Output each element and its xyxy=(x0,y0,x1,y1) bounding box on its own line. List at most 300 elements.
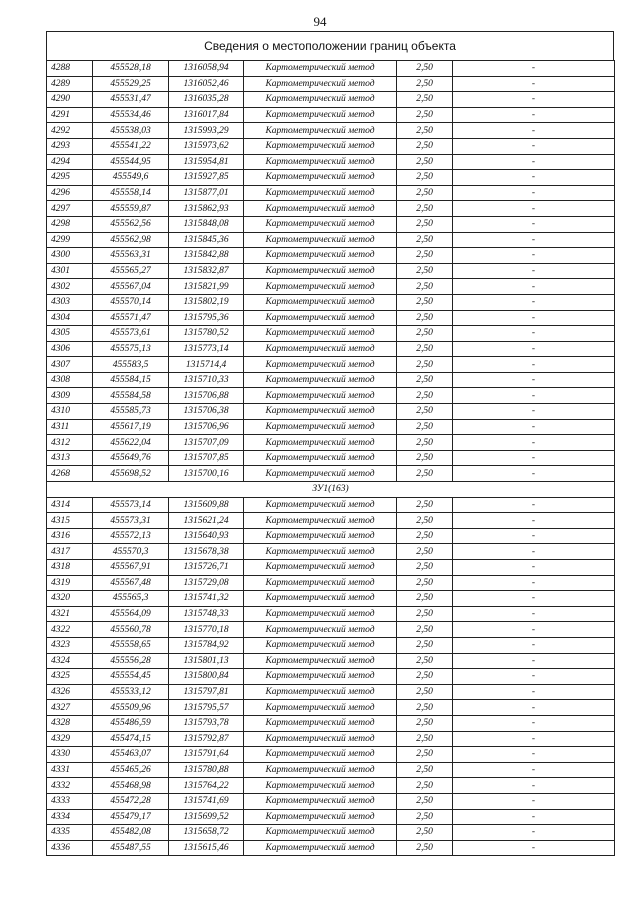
method-cell: Картометрический метод xyxy=(244,138,397,154)
method-cell: Картометрический метод xyxy=(244,528,397,544)
method-cell: Картометрический метод xyxy=(244,793,397,809)
point-number: 4300 xyxy=(47,248,93,264)
table-row xyxy=(47,560,615,576)
coordinate-y: 1315784,92 xyxy=(169,637,244,653)
coordinate-y: 1315707,85 xyxy=(169,450,244,466)
method-cell: Картометрический метод xyxy=(244,341,397,357)
point-number: 4333 xyxy=(47,793,93,809)
coordinate-y: 1316058,94 xyxy=(169,61,244,77)
coordinate-x: 455583,5 xyxy=(93,357,169,373)
description-cell: - xyxy=(453,61,615,77)
point-number: 4312 xyxy=(47,435,93,451)
coordinate-y: 1315801,13 xyxy=(169,653,244,669)
method-cell: Картометрический метод xyxy=(244,123,397,139)
point-number: 4317 xyxy=(47,544,93,560)
accuracy-cell: 2,50 xyxy=(397,762,453,778)
accuracy-cell: 2,50 xyxy=(397,279,453,295)
method-cell: Картометрический метод xyxy=(244,279,397,295)
point-number: 4297 xyxy=(47,201,93,217)
method-cell: Картометрический метод xyxy=(244,809,397,825)
coordinate-x: 455567,48 xyxy=(93,575,169,591)
description-cell: - xyxy=(453,419,615,435)
description-cell: - xyxy=(453,715,615,731)
coordinate-y: 1315621,24 xyxy=(169,513,244,529)
description-cell: - xyxy=(453,793,615,809)
point-number: 4291 xyxy=(47,107,93,123)
point-number: 4302 xyxy=(47,279,93,295)
method-cell: Картометрический метод xyxy=(244,263,397,279)
description-cell: - xyxy=(453,263,615,279)
table-row xyxy=(47,809,615,825)
table-row xyxy=(47,341,615,357)
accuracy-cell: 2,50 xyxy=(397,263,453,279)
point-number: 4319 xyxy=(47,575,93,591)
coordinate-y: 1316052,46 xyxy=(169,76,244,92)
coordinate-y: 1315764,22 xyxy=(169,778,244,794)
table-row xyxy=(47,294,615,310)
accuracy-cell: 2,50 xyxy=(397,560,453,576)
table-row xyxy=(47,310,615,326)
point-number: 4324 xyxy=(47,653,93,669)
table-row xyxy=(47,107,615,123)
accuracy-cell: 2,50 xyxy=(397,107,453,123)
accuracy-cell: 2,50 xyxy=(397,606,453,622)
coordinate-y: 1315848,08 xyxy=(169,216,244,232)
method-cell: Картометрический метод xyxy=(244,825,397,841)
coordinate-x: 455528,18 xyxy=(93,61,169,77)
coordinate-y: 1315707,09 xyxy=(169,435,244,451)
table-row xyxy=(47,61,615,77)
description-cell: - xyxy=(453,747,615,763)
description-cell: - xyxy=(453,138,615,154)
accuracy-cell: 2,50 xyxy=(397,793,453,809)
description-cell: - xyxy=(453,606,615,622)
table-row xyxy=(47,778,615,794)
coordinate-y: 1315770,18 xyxy=(169,622,244,638)
method-cell: Картометрический метод xyxy=(244,388,397,404)
coordinate-x: 455564,09 xyxy=(93,606,169,622)
coordinate-x: 455560,78 xyxy=(93,622,169,638)
accuracy-cell: 2,50 xyxy=(397,232,453,248)
accuracy-cell: 2,50 xyxy=(397,466,453,482)
coordinate-y: 1315793,78 xyxy=(169,715,244,731)
table-row xyxy=(47,92,615,108)
coordinate-x: 455585,73 xyxy=(93,404,169,420)
coordinate-y: 1315741,32 xyxy=(169,591,244,607)
point-number: 4309 xyxy=(47,388,93,404)
table-row xyxy=(47,357,615,373)
description-cell: - xyxy=(453,809,615,825)
coordinate-x: 455468,98 xyxy=(93,778,169,794)
table-row xyxy=(47,513,615,529)
coordinate-x: 455559,87 xyxy=(93,201,169,217)
description-cell: - xyxy=(453,123,615,139)
point-number: 4290 xyxy=(47,92,93,108)
description-cell: - xyxy=(453,637,615,653)
description-cell: - xyxy=(453,357,615,373)
table-row xyxy=(47,684,615,700)
coordinate-y: 1315780,52 xyxy=(169,326,244,342)
accuracy-cell: 2,50 xyxy=(397,778,453,794)
method-cell: Картометрический метод xyxy=(244,357,397,373)
accuracy-cell: 2,50 xyxy=(397,591,453,607)
method-cell: Картометрический метод xyxy=(244,185,397,201)
accuracy-cell: 2,50 xyxy=(397,326,453,342)
accuracy-cell: 2,50 xyxy=(397,138,453,154)
coordinate-x: 455570,3 xyxy=(93,544,169,560)
coordinate-x: 455698,52 xyxy=(93,466,169,482)
point-number: 4336 xyxy=(47,840,93,856)
method-cell: Картометрический метод xyxy=(244,310,397,326)
coordinate-x: 455556,28 xyxy=(93,653,169,669)
description-cell: - xyxy=(453,544,615,560)
table-row xyxy=(47,450,615,466)
method-cell: Картометрический метод xyxy=(244,544,397,560)
point-number: 4316 xyxy=(47,528,93,544)
point-number: 4327 xyxy=(47,700,93,716)
coordinate-y: 1315640,93 xyxy=(169,528,244,544)
accuracy-cell: 2,50 xyxy=(397,185,453,201)
description-cell: - xyxy=(453,450,615,466)
table-row xyxy=(47,747,615,763)
coordinate-x: 455534,46 xyxy=(93,107,169,123)
description-cell: - xyxy=(453,684,615,700)
table-row xyxy=(47,404,615,420)
accuracy-cell: 2,50 xyxy=(397,154,453,170)
point-number: 4294 xyxy=(47,154,93,170)
coordinate-y: 1315658,72 xyxy=(169,825,244,841)
accuracy-cell: 2,50 xyxy=(397,840,453,856)
method-cell: Картометрический метод xyxy=(244,622,397,638)
description-cell: - xyxy=(453,528,615,544)
coordinate-x: 455573,14 xyxy=(93,497,169,513)
accuracy-cell: 2,50 xyxy=(397,544,453,560)
accuracy-cell: 2,50 xyxy=(397,216,453,232)
description-cell: - xyxy=(453,232,615,248)
coordinate-x: 455531,47 xyxy=(93,92,169,108)
coordinate-y: 1315877,01 xyxy=(169,185,244,201)
method-cell: Картометрический метод xyxy=(244,404,397,420)
coordinate-x: 455622,04 xyxy=(93,435,169,451)
method-cell: Картометрический метод xyxy=(244,232,397,248)
coordinate-x: 455554,45 xyxy=(93,669,169,685)
table-row xyxy=(47,715,615,731)
coordinate-y: 1315615,46 xyxy=(169,840,244,856)
description-cell: - xyxy=(453,762,615,778)
point-number: 4330 xyxy=(47,747,93,763)
coordinate-y: 1315791,64 xyxy=(169,747,244,763)
accuracy-cell: 2,50 xyxy=(397,715,453,731)
coordinate-y: 1315795,57 xyxy=(169,700,244,716)
description-cell: - xyxy=(453,294,615,310)
coordinate-x: 455584,58 xyxy=(93,388,169,404)
coordinate-y: 1315832,87 xyxy=(169,263,244,279)
method-cell: Картометрический метод xyxy=(244,466,397,482)
description-cell: - xyxy=(453,185,615,201)
point-number: 4322 xyxy=(47,622,93,638)
point-number: 4329 xyxy=(47,731,93,747)
coordinate-x: 455565,3 xyxy=(93,591,169,607)
table-row xyxy=(47,528,615,544)
coordinate-y: 1315678,38 xyxy=(169,544,244,560)
boundary-sheet xyxy=(46,31,614,856)
coordinate-y: 1315729,08 xyxy=(169,575,244,591)
coordinate-x: 455573,31 xyxy=(93,513,169,529)
description-cell: - xyxy=(453,326,615,342)
description-cell: - xyxy=(453,497,615,513)
point-number: 4321 xyxy=(47,606,93,622)
table-row xyxy=(47,825,615,841)
description-cell: - xyxy=(453,840,615,856)
accuracy-cell: 2,50 xyxy=(397,513,453,529)
coordinate-x: 455571,47 xyxy=(93,310,169,326)
table-row xyxy=(47,419,615,435)
table-row xyxy=(47,326,615,342)
table-row xyxy=(47,466,615,482)
table-row xyxy=(47,544,615,560)
section-label: ЗУ1(163) xyxy=(47,482,615,498)
coordinate-x: 455558,65 xyxy=(93,637,169,653)
point-number: 4306 xyxy=(47,341,93,357)
point-number: 4313 xyxy=(47,450,93,466)
coordinate-y: 1315797,81 xyxy=(169,684,244,700)
method-cell: Картометрический метод xyxy=(244,154,397,170)
description-cell: - xyxy=(453,622,615,638)
accuracy-cell: 2,50 xyxy=(397,341,453,357)
coordinate-x: 455541,22 xyxy=(93,138,169,154)
point-number: 4315 xyxy=(47,513,93,529)
coordinate-x: 455575,13 xyxy=(93,341,169,357)
accuracy-cell: 2,50 xyxy=(397,653,453,669)
method-cell: Картометрический метод xyxy=(244,294,397,310)
method-cell: Картометрический метод xyxy=(244,326,397,342)
coordinate-x: 455533,12 xyxy=(93,684,169,700)
table-row xyxy=(47,700,615,716)
coordinate-y: 1315748,33 xyxy=(169,606,244,622)
accuracy-cell: 2,50 xyxy=(397,76,453,92)
method-cell: Картометрический метод xyxy=(244,747,397,763)
coordinate-x: 455567,04 xyxy=(93,279,169,295)
description-cell: - xyxy=(453,341,615,357)
description-cell: - xyxy=(453,513,615,529)
description-cell: - xyxy=(453,170,615,186)
coordinate-x: 455584,15 xyxy=(93,372,169,388)
coordinates-body xyxy=(47,61,615,856)
table-row xyxy=(47,76,615,92)
point-number: 4292 xyxy=(47,123,93,139)
accuracy-cell: 2,50 xyxy=(397,170,453,186)
coordinate-y: 1315792,87 xyxy=(169,731,244,747)
coordinate-y: 1316017,84 xyxy=(169,107,244,123)
coordinate-x: 455649,76 xyxy=(93,450,169,466)
coordinate-x: 455486,59 xyxy=(93,715,169,731)
method-cell: Картометрический метод xyxy=(244,684,397,700)
description-cell: - xyxy=(453,201,615,217)
accuracy-cell: 2,50 xyxy=(397,92,453,108)
point-number: 4298 xyxy=(47,216,93,232)
method-cell: Картометрический метод xyxy=(244,170,397,186)
point-number: 4268 xyxy=(47,466,93,482)
table-row xyxy=(47,263,615,279)
description-cell: - xyxy=(453,825,615,841)
accuracy-cell: 2,50 xyxy=(397,684,453,700)
description-cell: - xyxy=(453,575,615,591)
method-cell: Картометрический метод xyxy=(244,591,397,607)
point-number: 4328 xyxy=(47,715,93,731)
point-number: 4310 xyxy=(47,404,93,420)
coordinate-y: 1315795,36 xyxy=(169,310,244,326)
description-cell: - xyxy=(453,107,615,123)
accuracy-cell: 2,50 xyxy=(397,809,453,825)
table-row xyxy=(47,653,615,669)
description-cell: - xyxy=(453,279,615,295)
point-number: 4323 xyxy=(47,637,93,653)
coordinate-y: 1315773,14 xyxy=(169,341,244,357)
accuracy-cell: 2,50 xyxy=(397,669,453,685)
coordinate-y: 1315699,52 xyxy=(169,809,244,825)
coordinate-x: 455549,6 xyxy=(93,170,169,186)
point-number: 4288 xyxy=(47,61,93,77)
method-cell: Картометрический метод xyxy=(244,715,397,731)
table-row xyxy=(47,731,615,747)
description-cell: - xyxy=(453,248,615,264)
description-cell: - xyxy=(453,778,615,794)
table-row xyxy=(47,279,615,295)
table-row xyxy=(47,170,615,186)
page-number: 94 xyxy=(313,14,327,29)
description-cell: - xyxy=(453,388,615,404)
point-number: 4314 xyxy=(47,497,93,513)
table-row xyxy=(47,138,615,154)
method-cell: Картометрический метод xyxy=(244,669,397,685)
coordinates-table xyxy=(46,60,615,856)
coordinate-y: 1315741,69 xyxy=(169,793,244,809)
description-cell: - xyxy=(453,76,615,92)
table-row xyxy=(47,154,615,170)
accuracy-cell: 2,50 xyxy=(397,575,453,591)
coordinate-y: 1315802,19 xyxy=(169,294,244,310)
method-cell: Картометрический метод xyxy=(244,513,397,529)
table-row xyxy=(47,637,615,653)
method-cell: Картометрический метод xyxy=(244,762,397,778)
accuracy-cell: 2,50 xyxy=(397,310,453,326)
accuracy-cell: 2,50 xyxy=(397,201,453,217)
table-row xyxy=(47,123,615,139)
method-cell: Картометрический метод xyxy=(244,575,397,591)
table-row xyxy=(47,606,615,622)
coordinate-y: 1315842,88 xyxy=(169,248,244,264)
point-number: 4305 xyxy=(47,326,93,342)
coordinate-x: 455472,28 xyxy=(93,793,169,809)
method-cell: Картометрический метод xyxy=(244,497,397,513)
method-cell: Картометрический метод xyxy=(244,92,397,108)
coordinate-x: 455465,26 xyxy=(93,762,169,778)
point-number: 4318 xyxy=(47,560,93,576)
coordinate-y: 1315706,88 xyxy=(169,388,244,404)
method-cell: Картометрический метод xyxy=(244,778,397,794)
coordinate-x: 455558,14 xyxy=(93,185,169,201)
accuracy-cell: 2,50 xyxy=(397,435,453,451)
coordinate-y: 1315726,71 xyxy=(169,560,244,576)
table-row xyxy=(47,201,615,217)
point-number: 4325 xyxy=(47,669,93,685)
coordinate-y: 1315821,99 xyxy=(169,279,244,295)
accuracy-cell: 2,50 xyxy=(397,700,453,716)
coordinate-x: 455479,17 xyxy=(93,809,169,825)
description-cell: - xyxy=(453,216,615,232)
method-cell: Картометрический метод xyxy=(244,637,397,653)
description-cell: - xyxy=(453,560,615,576)
coordinate-y: 1315700,16 xyxy=(169,466,244,482)
method-cell: Картометрический метод xyxy=(244,216,397,232)
table-row xyxy=(47,669,615,685)
coordinate-x: 455570,14 xyxy=(93,294,169,310)
coordinate-y: 1315973,62 xyxy=(169,138,244,154)
accuracy-cell: 2,50 xyxy=(397,497,453,513)
method-cell: Картометрический метод xyxy=(244,700,397,716)
accuracy-cell: 2,50 xyxy=(397,294,453,310)
description-cell: - xyxy=(453,404,615,420)
coordinate-x: 455487,55 xyxy=(93,840,169,856)
coordinate-y: 1315845,36 xyxy=(169,232,244,248)
method-cell: Картометрический метод xyxy=(244,435,397,451)
method-cell: Картометрический метод xyxy=(244,840,397,856)
description-cell: - xyxy=(453,92,615,108)
point-number: 4299 xyxy=(47,232,93,248)
coordinate-x: 455572,13 xyxy=(93,528,169,544)
table-row xyxy=(47,793,615,809)
accuracy-cell: 2,50 xyxy=(397,372,453,388)
coordinate-x: 455562,98 xyxy=(93,232,169,248)
point-number: 4296 xyxy=(47,185,93,201)
table-row xyxy=(47,216,615,232)
table-row xyxy=(47,435,615,451)
coordinate-x: 455529,25 xyxy=(93,76,169,92)
table-row xyxy=(47,762,615,778)
coordinate-x: 455567,91 xyxy=(93,560,169,576)
method-cell: Картометрический метод xyxy=(244,372,397,388)
accuracy-cell: 2,50 xyxy=(397,419,453,435)
method-cell: Картометрический метод xyxy=(244,560,397,576)
accuracy-cell: 2,50 xyxy=(397,357,453,373)
coordinate-x: 455463,07 xyxy=(93,747,169,763)
description-cell: - xyxy=(453,154,615,170)
accuracy-cell: 2,50 xyxy=(397,731,453,747)
coordinate-x: 455617,19 xyxy=(93,419,169,435)
point-number: 4320 xyxy=(47,591,93,607)
table-row xyxy=(47,840,615,856)
table-row xyxy=(47,248,615,264)
point-number: 4307 xyxy=(47,357,93,373)
point-number: 4331 xyxy=(47,762,93,778)
point-number: 4289 xyxy=(47,76,93,92)
method-cell: Картометрический метод xyxy=(244,450,397,466)
coordinate-y: 1315706,38 xyxy=(169,404,244,420)
table-caption: Сведения о местоположении границ объекта xyxy=(46,31,614,60)
accuracy-cell: 2,50 xyxy=(397,622,453,638)
table-row xyxy=(47,575,615,591)
method-cell: Картометрический метод xyxy=(244,653,397,669)
point-number: 4335 xyxy=(47,825,93,841)
description-cell: - xyxy=(453,731,615,747)
description-cell: - xyxy=(453,591,615,607)
coordinate-y: 1315780,88 xyxy=(169,762,244,778)
point-number: 4304 xyxy=(47,310,93,326)
point-number: 4332 xyxy=(47,778,93,794)
point-number: 4301 xyxy=(47,263,93,279)
accuracy-cell: 2,50 xyxy=(397,61,453,77)
coordinate-y: 1315800,84 xyxy=(169,669,244,685)
